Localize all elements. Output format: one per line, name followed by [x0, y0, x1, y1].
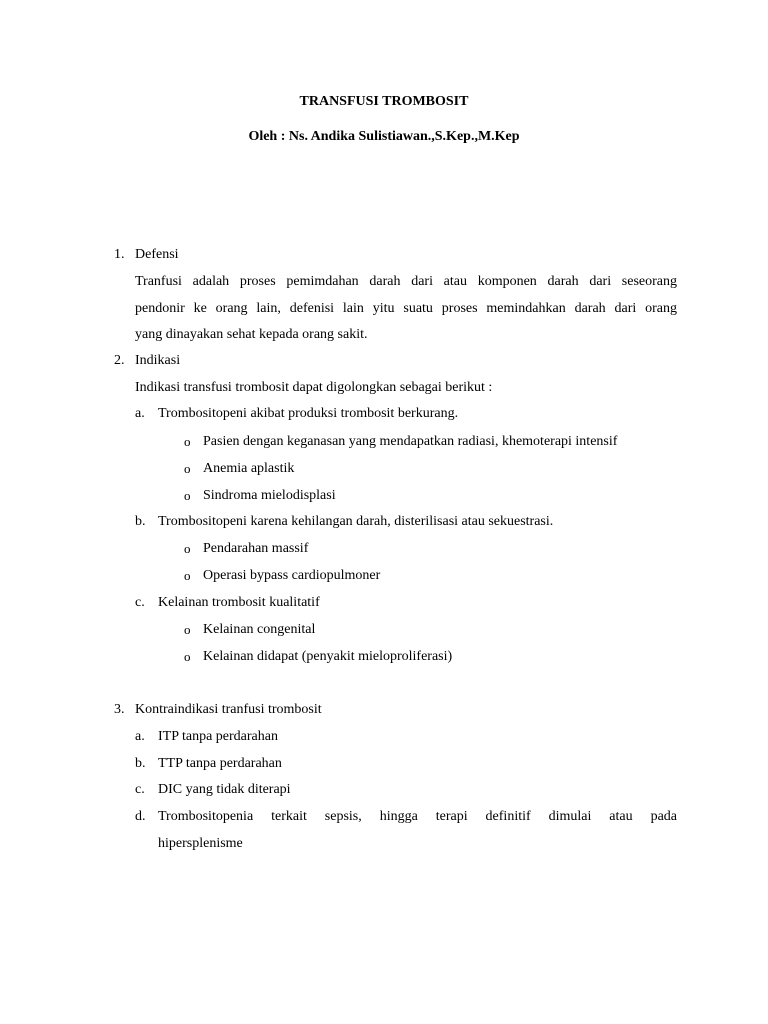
section-3-heading: Kontraindikasi tranfusi trombosit: [135, 702, 322, 717]
bullet-icon: o: [184, 434, 191, 449]
document-author: Oleh : Ns. Andika Sulistiawan.,S.Kep.,M.Kep: [248, 129, 520, 144]
section-1-heading: Defensi: [135, 247, 179, 262]
list-item: Anemia aplastik: [203, 461, 295, 476]
contraindication-item: DIC yang tidak diterapi: [158, 782, 291, 797]
section-1-paragraph-line-3: yang dinayakan sehat kepada orang sakit.: [135, 327, 368, 342]
subsection-c-letter: c.: [135, 595, 145, 610]
contraindication-item: Trombositopenia terkait sepsis, hingga terapi definitif dimulai atau pada: [158, 809, 677, 824]
contraindication-letter: b.: [135, 756, 146, 771]
bullet-icon: o: [184, 649, 191, 664]
document-title: TRANSFUSI TROMBOSIT: [299, 94, 469, 109]
contraindication-item: TTP tanpa perdarahan: [158, 756, 282, 771]
list-item: Kelainan didapat (penyakit mieloproliferasi): [203, 649, 453, 664]
bullet-icon: o: [184, 488, 191, 503]
contraindication-item: ITP tanpa perdarahan: [158, 729, 278, 744]
bullet-icon: o: [184, 622, 191, 637]
contraindication-letter: c.: [135, 782, 145, 797]
subsection-b-letter: b.: [135, 514, 146, 529]
section-2-intro: Indikasi transfusi trombosit dapat digolongkan sebagai berikut :: [135, 380, 493, 395]
section-1-paragraph-line-2: pendonir ke orang lain, defenisi lain yitu suatu proses memindahkan darah dari orang: [135, 301, 677, 316]
list-item: Sindroma mielodisplasi: [203, 488, 336, 503]
list-item: Pendarahan massif: [203, 541, 309, 556]
subsection-b-text: Trombositopeni karena kehilangan darah, disterilisasi atau sekuestrasi.: [158, 514, 554, 529]
contraindication-item-continuation: hipersplenisme: [158, 836, 243, 851]
bullet-icon: o: [184, 541, 191, 556]
list-item: Operasi bypass cardiopulmoner: [203, 568, 381, 583]
bullet-icon: o: [184, 461, 191, 476]
contraindication-letter: d.: [135, 809, 146, 824]
section-2-heading: Indikasi: [135, 353, 181, 368]
subsection-c-text: Kelainan trombosit kualitatif: [158, 595, 320, 610]
list-item: Kelainan congenital: [203, 622, 316, 637]
bullet-icon: o: [184, 568, 191, 583]
section-1-number: 1.: [114, 247, 125, 262]
list-item: Pasien dengan keganasan yang mendapatkan radiasi, khemoterapi intensif: [203, 434, 618, 449]
section-2-number: 2.: [114, 353, 125, 368]
contraindication-letter: a.: [135, 729, 145, 744]
section-1-paragraph-line-1: Tranfusi adalah proses pemimdahan darah dari atau komponen darah dari seseorang: [135, 274, 677, 289]
subsection-a-letter: a.: [135, 406, 145, 421]
subsection-a-text: Trombositopeni akibat produksi trombosit berkurang.: [158, 406, 459, 421]
section-3-number: 3.: [114, 702, 125, 717]
